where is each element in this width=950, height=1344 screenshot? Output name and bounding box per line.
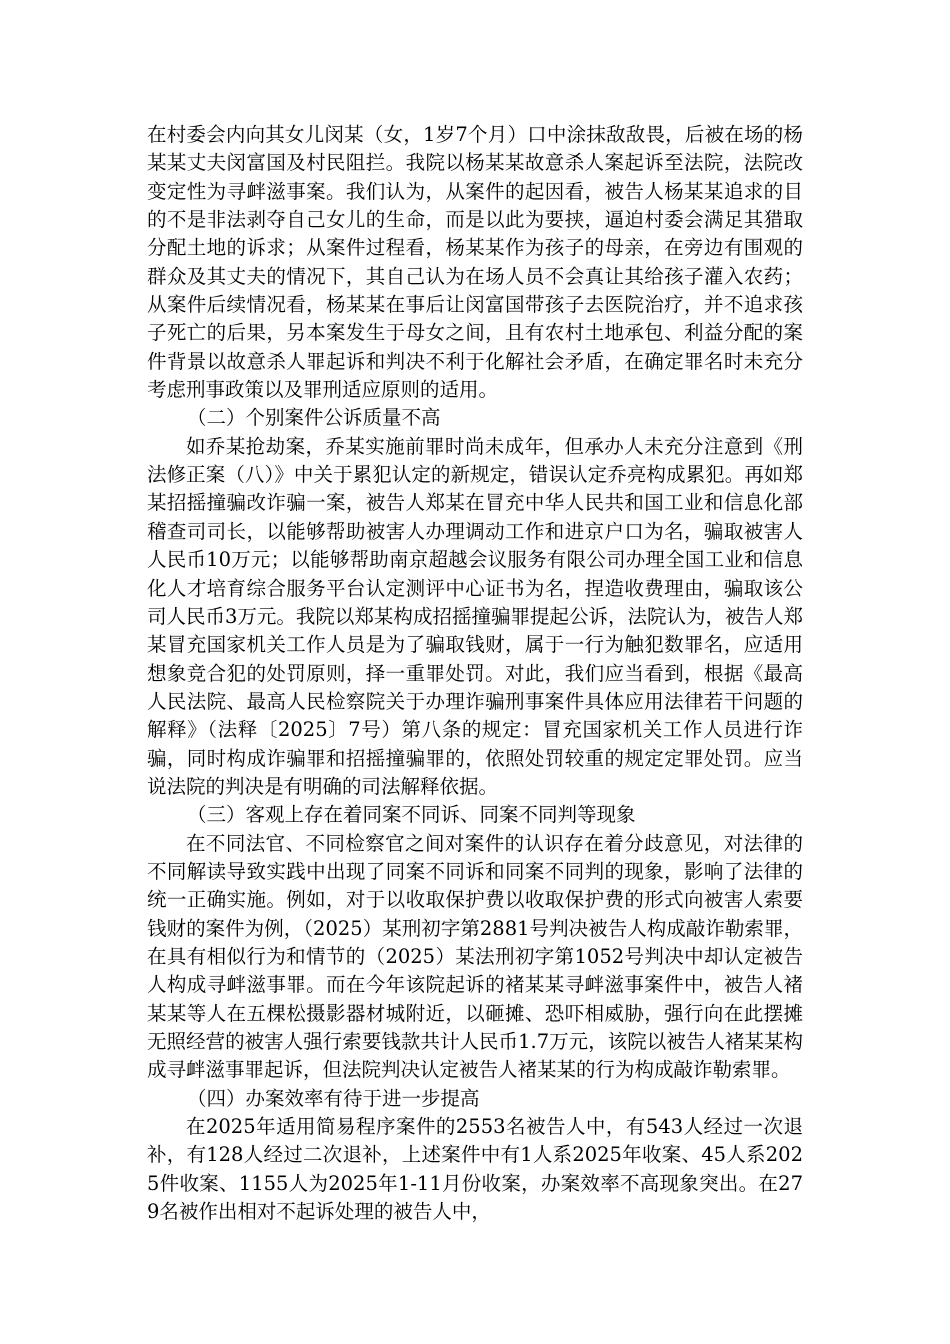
section-heading-4: （四）办案效率有待于进一步提高: [187, 1086, 480, 1110]
document-body: [147, 121, 803, 1226]
paragraph-section-4: 在2025年适用简易程序案件的2553名被告人中，有543人经过一次退补，有128人经过二次退补，上述案件中有1人系2025年收案、45人系2025件收案、1155人为2025年1-11月份收案，办案效率不高现象突出。在279名被作出相对不起诉处理的被告人中，: [147, 1115, 803, 1224]
paragraph-case-analysis: 在村委会内向其女儿闵某（女，1岁7个月）口中涂抹敌敌畏，后被在场的杨某某丈夫闵富国及村民阻拦。我院以杨某某故意杀人案起诉至法院，法院改变定性为寻衅滋事案。我们认为，从案件的起因看，被告人杨某某追求的目的不是非法剥夺自己女儿的生命，而是以此为要挟，逼迫村委会满足其猎取分配土地的诉求；从案件过程看，杨某某作为孩子的母亲，在旁边有围观的群众及其丈夫的情况下，其自己认为在场人员不会真让其给孩子灌入农药；从案件后续情况看，杨某某在事后让闵富国带孩子去医院治疗，并不追求孩子死亡的后果，另本案发生于母女之间，且有农村土地承包、利益分配的案件背景以故意杀人罪起诉和判决不利于化解社会矛盾，在确定罪名时未充分考虑刑事政策以及罪刑适应原则的适用。: [147, 123, 803, 402]
section-heading-3: （三）客观上存在着同案不同诉、同案不同判等现象: [187, 803, 636, 827]
paragraph-section-3: 在不同法官、不同检察官之间对案件的认识存在着分歧意见，对法律的不同解读导致实践中出现了同案不同诉和同案不同判的现象，影响了法律的统一正确实施。例如，对于以收取保护费以收取保护费的形式向被害人索要钱财的案件为例，（2025）某刑初字第2881号判决被告人构成敲诈勒索罪，在具有相似行为和情节的（2025）某法刑初字第1052号判决中却认定被告人构成寻衅滋事罪。而在今年该院起诉的褚某某寻衅滋事案件中，被告人褚某某等人在五棵松摄影器材城附近，以砸摊、恐吓相威胁，强行向在此摆摊无照经营的被害人强行索要钱款共计人民币1.7万元，该院以被告人褚某某构成寻衅滋事罪起诉，但法院判决认定被告人褚某某的行为构成敲诈勒索罪。: [147, 831, 803, 1082]
paragraph-section-2: 如乔某抢劫案，乔某实施前罪时尚未成年，但承办人未充分注意到《刑法修正案（八）》中关于累犯认定的新规定，错误认定乔亮构成累犯。再如郑某招摇撞骗改诈骗一案，被告人郑某在冒充中华人民共和国工业和信息化部稽查司司长，以能够帮助被害人办理调动工作和进京户口为名，骗取被害人人民币10万元；以能够帮助南京超越会议服务有限公司办理全国工业和信息化人才培育综合服务平台认定测评中心证书为名，捏造收费理由，骗取该公司人民币3万元。我院以郑某构成招摇撞骗罪提起公诉，法院认为，被告人郑某冒充国家机关工作人员是为了骗取钱财，属于一行为触犯数罪名，应适用想象竞合犯的处罚原则，择一重罪处罚。对此，我们应当看到，根据《最高人民法院、最高人民检察院关于办理诈骗刑事案件具体应用法律若干问题的解释》（法释〔2025〕7号）第八条的规定：冒充国家机关工作人员进行诈骗，同时构成诈骗罪和招摇撞骗罪的，依照处罚较重的规定定罪处罚。应当说法院的判决是有明确的司法解释依据。: [147, 434, 803, 798]
section-heading-2: （二）个别案件公诉质量不高: [187, 406, 441, 430]
